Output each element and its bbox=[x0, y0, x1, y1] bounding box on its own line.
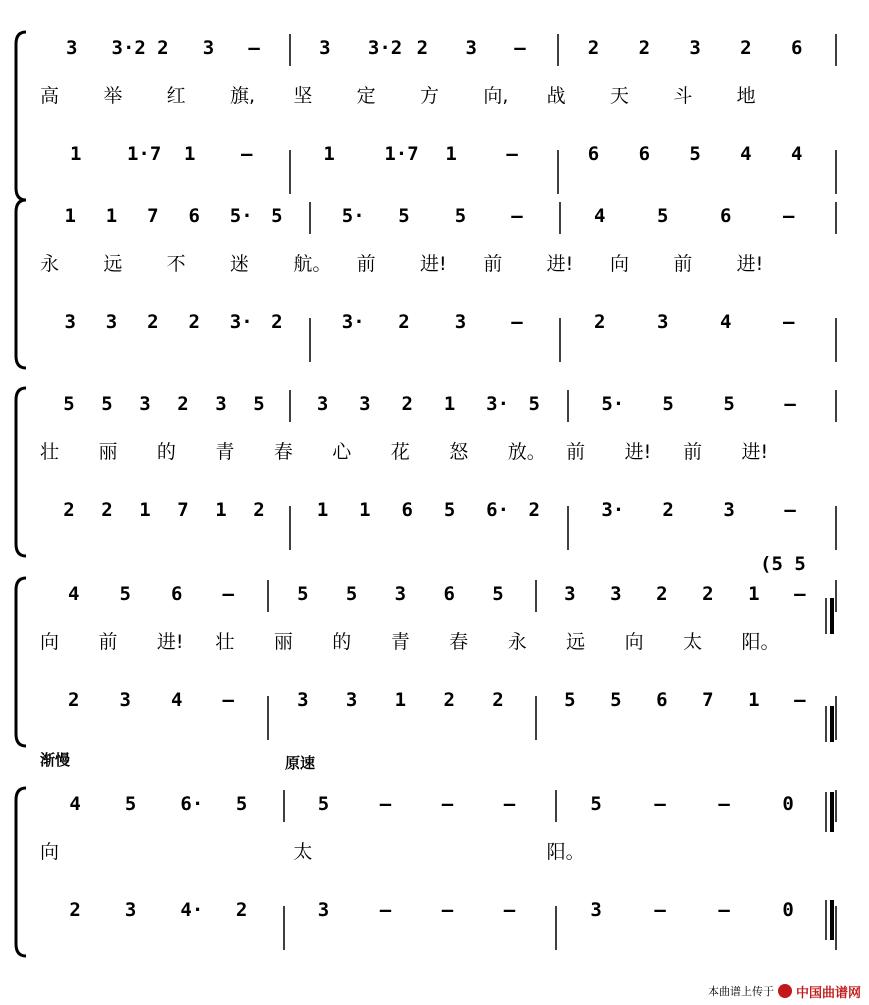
lower-note: 2 bbox=[253, 499, 265, 521]
lyric-word: 前 bbox=[356, 253, 376, 275]
lower-note: 1 bbox=[69, 143, 82, 165]
lyric-word: 旗, bbox=[230, 85, 256, 107]
system-bracket bbox=[16, 788, 26, 956]
lower-note: 6· bbox=[486, 499, 510, 521]
lyric-word: 丽 bbox=[98, 441, 118, 463]
lower-note: – bbox=[506, 143, 518, 165]
upper-note: 5 bbox=[492, 583, 504, 605]
upper-note: – bbox=[503, 793, 516, 815]
lyric-word: 心 bbox=[332, 441, 352, 463]
upper-note: 3 bbox=[202, 37, 215, 59]
upper-note: 6 bbox=[188, 205, 200, 227]
upper-note: – bbox=[379, 793, 392, 815]
lyric-word: 定 bbox=[356, 85, 376, 107]
upper-note: 1 bbox=[105, 205, 118, 227]
lower-note: 1·7 bbox=[126, 143, 162, 165]
pickup-notes: (5 5 bbox=[760, 553, 806, 575]
lower-note: 6 bbox=[656, 689, 668, 711]
lower-note: 1 bbox=[183, 143, 196, 165]
upper-note: – bbox=[783, 205, 795, 227]
upper-note: 3 bbox=[316, 393, 329, 415]
lyric-word: 航。 bbox=[293, 253, 332, 275]
lower-note: 2 bbox=[528, 499, 540, 521]
system-bracket bbox=[16, 578, 26, 746]
lyric-word: 方 bbox=[420, 85, 440, 107]
upper-note: 5 bbox=[317, 793, 330, 815]
lower-note: 4 bbox=[171, 689, 183, 711]
lyric-word: 向 bbox=[610, 253, 630, 275]
lyric-word: 前 bbox=[566, 441, 586, 463]
upper-note: – bbox=[248, 37, 260, 59]
upper-note: 3· bbox=[486, 393, 510, 415]
lower-note: 4 bbox=[720, 311, 732, 333]
lower-note: 3· bbox=[341, 311, 365, 333]
lyric-word: 前 bbox=[683, 441, 703, 463]
lyric-word: 春 bbox=[273, 441, 293, 463]
lower-note: 5 bbox=[443, 499, 456, 521]
site-name: 中国曲谱网 bbox=[795, 985, 861, 1001]
lower-note: 2 bbox=[69, 899, 81, 921]
lower-note: 2 bbox=[68, 689, 80, 711]
lower-note: 2 bbox=[662, 499, 674, 521]
lower-note: 7 bbox=[177, 499, 189, 521]
tempo-mark-rit: 渐慢 bbox=[40, 751, 71, 769]
lyric-word: 红 bbox=[166, 85, 186, 107]
lyric-word: 前 bbox=[673, 253, 693, 275]
upper-note: – bbox=[514, 37, 526, 59]
lower-note: 3 bbox=[317, 899, 330, 921]
lower-note: 6 bbox=[638, 143, 651, 165]
lyric-word: 进! bbox=[420, 253, 447, 275]
upper-note: – bbox=[511, 205, 523, 227]
lyric-word: 斗 bbox=[673, 85, 693, 107]
upper-note: 4 bbox=[69, 793, 81, 815]
lower-note: 0 bbox=[782, 899, 794, 921]
lyric-word: 阳。 bbox=[546, 841, 585, 863]
lyric-word: 进! bbox=[156, 631, 184, 653]
lower-note: 2 bbox=[147, 311, 159, 333]
upper-note: 6 bbox=[790, 37, 803, 59]
lower-note: 2 bbox=[101, 499, 113, 521]
system-bracket bbox=[16, 200, 26, 368]
upper-note: 3 bbox=[465, 37, 477, 59]
lower-note: 1 bbox=[394, 689, 407, 711]
upper-note: 6 bbox=[443, 583, 455, 605]
lower-note: 3 bbox=[105, 311, 118, 333]
lyric-word: 壮 bbox=[215, 631, 235, 653]
lyric-word: 坚 bbox=[293, 85, 313, 107]
lower-note: 2 bbox=[235, 899, 248, 921]
tempo-mark-a-tempo: 原速 bbox=[285, 754, 316, 772]
lower-note: 2 bbox=[398, 311, 410, 333]
upper-note: 5 bbox=[345, 583, 358, 605]
lyric-word: 进! bbox=[741, 441, 769, 463]
upper-note: – bbox=[222, 583, 234, 605]
upper-note: 6· bbox=[180, 793, 204, 815]
upper-note: 3 bbox=[689, 37, 701, 59]
lyric-word: 地 bbox=[736, 85, 756, 107]
upper-note: 3·2 bbox=[367, 37, 403, 59]
upper-note: 5 bbox=[723, 393, 735, 415]
lower-note: 3· bbox=[601, 499, 625, 521]
lower-note: – bbox=[222, 689, 234, 711]
lower-note: 4 bbox=[740, 143, 752, 165]
lower-note: 3 bbox=[590, 899, 602, 921]
lower-note: – bbox=[718, 899, 730, 921]
lyric-word: 丽 bbox=[273, 631, 293, 653]
upper-note: 2 bbox=[587, 37, 600, 59]
lyric-word: 前 bbox=[483, 253, 503, 275]
lower-note: – bbox=[441, 899, 454, 921]
upper-note: 5 bbox=[101, 393, 113, 415]
lower-note: 1 bbox=[316, 499, 329, 521]
lyric-word: 花 bbox=[390, 441, 410, 463]
upper-note: 2 bbox=[401, 393, 413, 415]
lyric-word: 向 bbox=[624, 631, 644, 653]
lower-note: – bbox=[511, 311, 523, 333]
lower-note: 1 bbox=[445, 143, 457, 165]
lower-note: 5 bbox=[610, 689, 622, 711]
upper-note: 3 bbox=[65, 37, 78, 59]
lower-note: – bbox=[503, 899, 516, 921]
lower-note: 6 bbox=[401, 499, 413, 521]
upper-note: 6 bbox=[171, 583, 183, 605]
upper-note: 3 bbox=[564, 583, 576, 605]
lower-note: 1 bbox=[359, 499, 371, 521]
lyric-word: 太 bbox=[293, 841, 313, 863]
upper-note: 3·2 bbox=[111, 37, 146, 59]
upper-note: 5 bbox=[590, 793, 602, 815]
upper-note: – bbox=[654, 793, 666, 815]
lower-note: 1 bbox=[215, 499, 227, 521]
upper-note: 2 bbox=[740, 37, 752, 59]
lower-note: 2 bbox=[63, 499, 75, 521]
upper-note: 6 bbox=[720, 205, 732, 227]
upper-note: 2 bbox=[416, 37, 429, 59]
upper-note: 5 bbox=[657, 205, 669, 227]
lower-note: – bbox=[784, 499, 796, 521]
lower-note: 2 bbox=[188, 311, 200, 333]
lyric-word: 战 bbox=[546, 85, 566, 107]
lower-note: 4· bbox=[180, 899, 204, 921]
upper-note: 2 bbox=[702, 583, 714, 605]
lower-note: 3 bbox=[723, 499, 735, 521]
lower-note: 3· bbox=[229, 311, 253, 333]
upper-note: 5· bbox=[601, 393, 625, 415]
upper-note: 2 bbox=[638, 37, 651, 59]
lyric-word: 进! bbox=[736, 253, 764, 275]
lyric-word: 进! bbox=[624, 441, 652, 463]
upper-note: 0 bbox=[782, 793, 794, 815]
upper-note: 7 bbox=[147, 205, 159, 227]
lower-note: – bbox=[783, 311, 795, 333]
lower-note: 2 bbox=[492, 689, 504, 711]
lyric-word: 向, bbox=[483, 85, 509, 107]
upper-note: 3 bbox=[394, 583, 407, 605]
upper-note: 2 bbox=[177, 393, 189, 415]
upper-note: 3 bbox=[139, 393, 151, 415]
lyric-word: 天 bbox=[610, 85, 630, 107]
upper-note: – bbox=[441, 793, 454, 815]
upper-note: 5 bbox=[63, 393, 75, 415]
lower-note: – bbox=[654, 899, 666, 921]
upper-note: 2 bbox=[157, 37, 169, 59]
lower-note: 3 bbox=[119, 689, 131, 711]
lower-note: – bbox=[379, 899, 392, 921]
upload-footer bbox=[708, 981, 861, 1001]
lyric-word: 春 bbox=[449, 631, 469, 653]
lower-note: 3 bbox=[297, 689, 309, 711]
lyric-word: 的 bbox=[156, 441, 176, 463]
upper-note: 5 bbox=[253, 393, 265, 415]
lower-note: 1 bbox=[323, 143, 335, 165]
lower-note: – bbox=[794, 689, 806, 711]
upper-note: 5 bbox=[454, 205, 467, 227]
upper-note: 5 bbox=[398, 205, 410, 227]
lyric-word: 放。 bbox=[507, 441, 546, 463]
upper-note: 5· bbox=[341, 205, 365, 227]
upper-note: 3 bbox=[319, 37, 331, 59]
upper-note: 2 bbox=[656, 583, 668, 605]
lower-note: 5 bbox=[689, 143, 701, 165]
upper-note: 1 bbox=[64, 205, 76, 227]
lower-note: 3 bbox=[345, 689, 358, 711]
upper-note: – bbox=[718, 793, 730, 815]
lyric-word: 迷 bbox=[230, 253, 250, 275]
system-bracket bbox=[16, 32, 26, 200]
upper-note: 4 bbox=[594, 205, 606, 227]
upper-note: 5 bbox=[271, 205, 283, 227]
upper-note: 3 bbox=[359, 393, 371, 415]
lyric-word: 怒 bbox=[449, 441, 469, 463]
site-logo-icon bbox=[778, 984, 792, 998]
lyric-word: 向 bbox=[40, 631, 60, 653]
lower-note: 1 bbox=[139, 499, 151, 521]
lyric-word: 壮 bbox=[40, 441, 60, 463]
lower-note: 2 bbox=[594, 311, 606, 333]
lyric-word: 不 bbox=[166, 253, 186, 275]
lower-note: 1 bbox=[748, 689, 760, 711]
lyric-word: 远 bbox=[103, 253, 123, 275]
lower-note: 3 bbox=[454, 311, 467, 333]
lower-note: 3 bbox=[657, 311, 669, 333]
lower-note: 2 bbox=[271, 311, 283, 333]
upper-note: – bbox=[794, 583, 806, 605]
upper-note: 5· bbox=[229, 205, 253, 227]
lower-note: 4 bbox=[790, 143, 803, 165]
upper-note: 5 bbox=[297, 583, 309, 605]
lyric-word: 的 bbox=[332, 631, 352, 653]
upper-note: 1 bbox=[748, 583, 760, 605]
lyric-word: 青 bbox=[390, 631, 410, 653]
lyric-word: 远 bbox=[566, 631, 586, 653]
lyric-word: 阳。 bbox=[741, 631, 780, 653]
lyric-word: 永 bbox=[507, 631, 527, 653]
upper-note: 3 bbox=[610, 583, 622, 605]
lower-note: 3 bbox=[64, 311, 76, 333]
upper-note: 3 bbox=[215, 393, 227, 415]
lyric-word: 永 bbox=[40, 253, 60, 275]
upload-text: 本曲谱上传于 bbox=[707, 985, 774, 998]
lower-note: 3 bbox=[124, 899, 137, 921]
lyric-word: 进! bbox=[546, 253, 574, 275]
lyric-word: 向 bbox=[40, 841, 60, 863]
upper-note: 5 bbox=[662, 393, 674, 415]
lyric-word: 举 bbox=[103, 85, 123, 107]
lower-note: 2 bbox=[443, 689, 455, 711]
system-bracket bbox=[16, 388, 26, 556]
upper-note: 1 bbox=[443, 393, 456, 415]
upper-note: 5 bbox=[528, 393, 540, 415]
lyric-word: 前 bbox=[98, 631, 118, 653]
lower-note: 7 bbox=[702, 689, 714, 711]
lower-note: – bbox=[240, 143, 253, 165]
lyric-word: 高 bbox=[40, 85, 60, 107]
upper-note: 5 bbox=[235, 793, 248, 815]
lyric-word: 青 bbox=[215, 441, 235, 463]
upper-note: 5 bbox=[119, 583, 131, 605]
lyric-word: 太 bbox=[683, 631, 703, 653]
lower-note: 1·7 bbox=[384, 143, 419, 165]
lower-note: 5 bbox=[564, 689, 576, 711]
lower-note: 6 bbox=[587, 143, 600, 165]
upper-note: 5 bbox=[124, 793, 137, 815]
upper-note: – bbox=[784, 393, 796, 415]
upper-note: 4 bbox=[68, 583, 80, 605]
